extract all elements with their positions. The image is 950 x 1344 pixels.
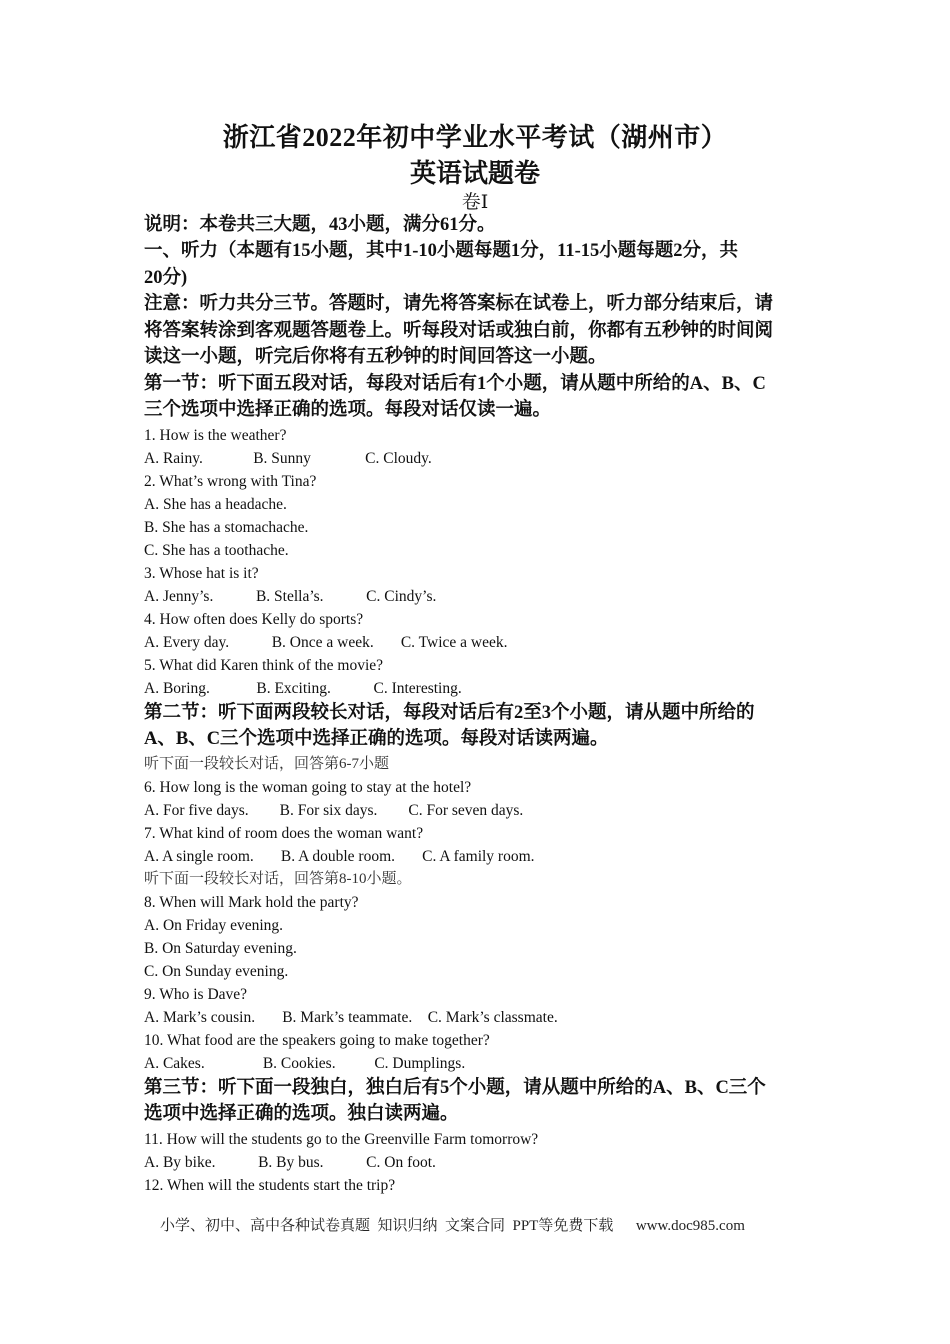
option-line: A. Boring. B. Exciting. C. Interesting. — [144, 679, 462, 697]
option-line: A. She has a headache. — [144, 495, 287, 513]
question-line: 10. What food are the speakers going to make together? — [144, 1031, 490, 1049]
part3-questions — [144, 1128, 814, 1197]
question-line: 8. When will Mark hold the party? — [144, 893, 359, 911]
option-line: A. Every day. B. Once a week. C. Twice a week. — [144, 633, 508, 651]
question-line: 9. Who is Dave? — [144, 985, 248, 1003]
option-line: A. By bike. B. By bus. C. On foot. — [144, 1153, 436, 1171]
question-line: 3. Whose hat is it? — [144, 564, 259, 582]
attention-line3: 读这一小题，听完后你将有五秒钟的时间回答这一小题。 — [144, 347, 607, 367]
part1-questions — [144, 424, 814, 700]
section1-heading-line2: 20分) — [144, 267, 188, 288]
option-line: A. Cakes. B. Cookies. C. Dumplings. — [144, 1054, 466, 1072]
option-line: A. On Friday evening. — [144, 916, 284, 934]
part2-heading-line2: A、B、C三个选项中选择正确的选项。每段对话读两遍。 — [144, 729, 609, 749]
question-line: 1. How is the weather? — [144, 426, 287, 444]
option-line: A. Rainy. B. Sunny C. Cloudy. — [144, 449, 432, 467]
part3-heading-line2: 选项中选择正确的选项。独白读两遍。 — [144, 1104, 459, 1124]
attention-line1: 注意：听力共分三节。答题时，请先将答案标在试卷上，听力部分结束后，请 — [144, 294, 774, 314]
part2-questions-a — [144, 776, 814, 868]
option-line: A. A single room. B. A double room. C. A family room. — [144, 847, 535, 865]
volume-label: 卷Ⅰ — [461, 192, 489, 213]
part1-heading-line1: 第一节：听下面五段对话，每段对话后有1个小题，请从题中所给的A、B、C — [144, 373, 766, 394]
option-line: B. She has a stomachache. — [144, 518, 309, 536]
exam-note: 说明：本卷共三大题，43小题，满分61分。 — [144, 215, 496, 235]
exam-title: 浙江省2022年初中学业水平考试（湖州市） — [222, 123, 728, 152]
question-line: 11. How will the students go to the Greenville Farm tomorrow? — [144, 1130, 539, 1148]
part3-heading-line1: 第三节：听下面一段独白，独白后有5个小题，请从题中所给的A、B、C三个 — [144, 1077, 766, 1098]
question-line: 2. What’s wrong with Tina? — [144, 472, 317, 490]
attention-line2: 将答案转涂到客观题答题卷上。听每段对话或独白前，你都有五秒钟的时间阅 — [144, 320, 774, 341]
option-line: A. Jenny’s. B. Stella’s. C. Cindy’s. — [144, 587, 437, 605]
question-line: 4. How often does Kelly do sports? — [144, 610, 364, 628]
dialogue-intro: 听下面一段较长对话，回答第6-7小题 — [144, 755, 389, 772]
section1-heading-line1: 一、听力（本题有15小题，其中1-10小题每题1分，11-15小题每题2分，共 — [144, 241, 739, 261]
option-line: B. On Saturday evening. — [144, 939, 297, 957]
option-line: C. On Sunday evening. — [144, 962, 289, 980]
part2-heading-line1: 第二节：听下面两段较长对话，每段对话后有2至3个小题，请从题中所给的 — [144, 702, 755, 723]
question-line: 6. How long is the woman going to stay at the hotel? — [144, 778, 472, 796]
question-line: 5. What did Karen think of the movie? — [144, 656, 384, 674]
exam-content — [144, 212, 814, 1197]
option-line: A. Mark’s cousin. B. Mark’s teammate. C. Mark’s classmate. — [144, 1008, 558, 1026]
option-line: A. For five days. B. For six days. C. For seven days. — [144, 801, 524, 819]
page-footer: 小学、初中、高中各种试卷真题 知识归纳 文案合同 PPT等免费下载 www.doc985.com — [160, 1218, 745, 1234]
part2-questions-b — [144, 891, 814, 1075]
part1-heading-line2: 三个选项中选择正确的选项。每段对话仅读一遍。 — [144, 400, 552, 420]
exam-subtitle: 英语试题卷 — [409, 159, 540, 188]
dialogue-intro: 听下面一段较长对话，回答第8-10小题。 — [144, 870, 412, 887]
question-line: 12. When will the students start the trip? — [144, 1176, 396, 1194]
option-line: C. She has a toothache. — [144, 541, 289, 559]
question-line: 7. What kind of room does the woman want? — [144, 824, 424, 842]
